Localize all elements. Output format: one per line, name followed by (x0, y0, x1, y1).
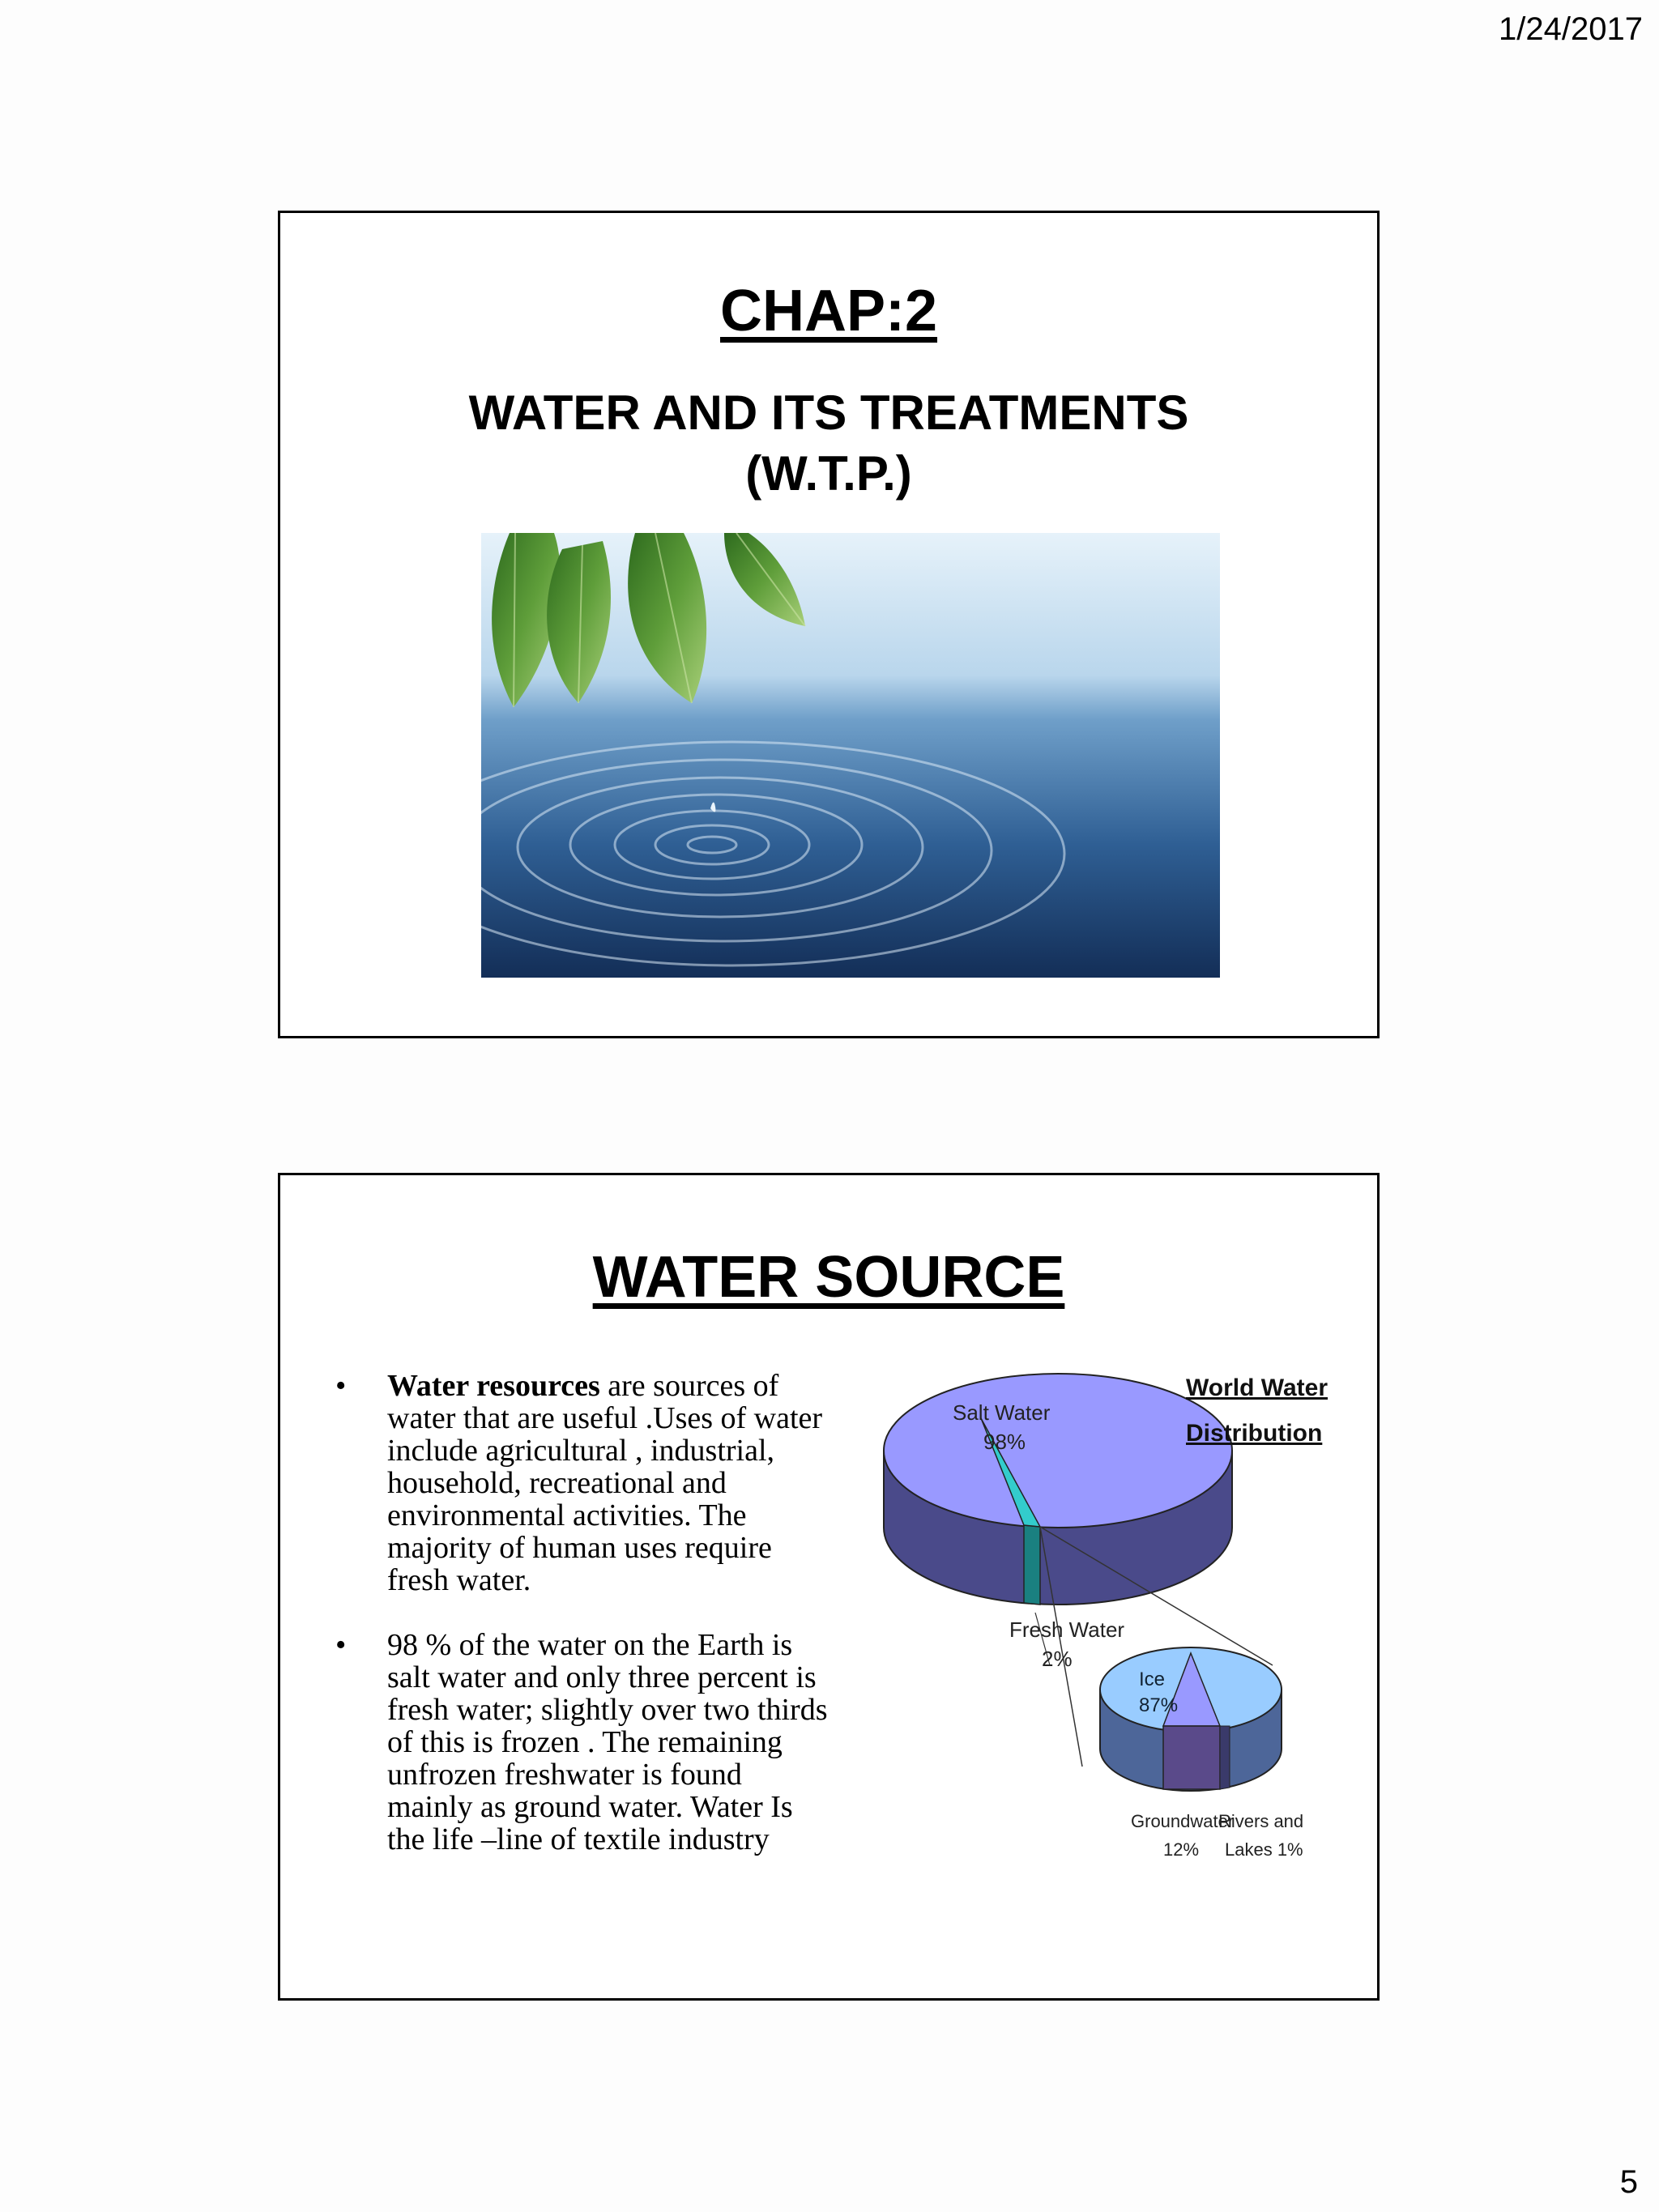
ice-label: Ice (1139, 1669, 1166, 1690)
water-drop-photo (481, 533, 1220, 978)
salt-water-label: Salt Water (953, 1400, 1051, 1425)
chapter-title: CHAP:2 (719, 279, 938, 343)
bullet-list (329, 1370, 831, 1888)
rivers-lakes-label1: Rivers and (1218, 1811, 1304, 1831)
chapter-subtitle-line2: (W.T.P.) (745, 446, 912, 501)
bullet1-text: are sources of water that are useful .Uses of water include agricultural , industrial, household, recreational and environmental activities. The majority of human uses require fresh water. (387, 1369, 823, 1597)
rivers-lakes-label2: Lakes 1% (1225, 1839, 1303, 1860)
world-water-distribution-chart (847, 1345, 1366, 1896)
water-source-title: WATER SOURCE (592, 1245, 1065, 1310)
bullet1-bold: Water resources (387, 1369, 600, 1403)
chart-title-line1: World Water (1186, 1375, 1328, 1401)
groundwater-pct: 12% (1163, 1839, 1200, 1860)
ice-pct: 87% (1139, 1694, 1179, 1716)
slide-chapter-title (278, 211, 1380, 1038)
chart-title-line2: Distribution (1186, 1420, 1323, 1447)
groundwater-label: Groundwater (1131, 1811, 1235, 1831)
fresh-water-pct: 2% (1042, 1647, 1073, 1671)
rivers-lakes-side (1220, 1726, 1230, 1789)
salt-water-pct: 98% (983, 1430, 1026, 1454)
groundwater-side (1163, 1726, 1220, 1789)
chapter-subtitle-line1: WATER AND ITS TREATMENTS (468, 386, 1189, 440)
fresh-water-side (1024, 1525, 1040, 1605)
header-date: 1/24/2017 (1499, 11, 1643, 47)
slide-water-source (278, 1173, 1380, 2001)
bullet-item: • 98 % of the water on the Earth is salt water and only three percent is fresh water; slightly over two thirds of this is frozen . The remaining unfrozen freshwater is found mainly as ground water. Water Is the life –line of textile industry (329, 1629, 831, 1856)
bullet-item (329, 1370, 831, 1596)
page-number: 5 (1619, 2164, 1638, 2200)
salt-water-slice (884, 1374, 1232, 1528)
fresh-water-label: Fresh Water (1009, 1617, 1125, 1642)
